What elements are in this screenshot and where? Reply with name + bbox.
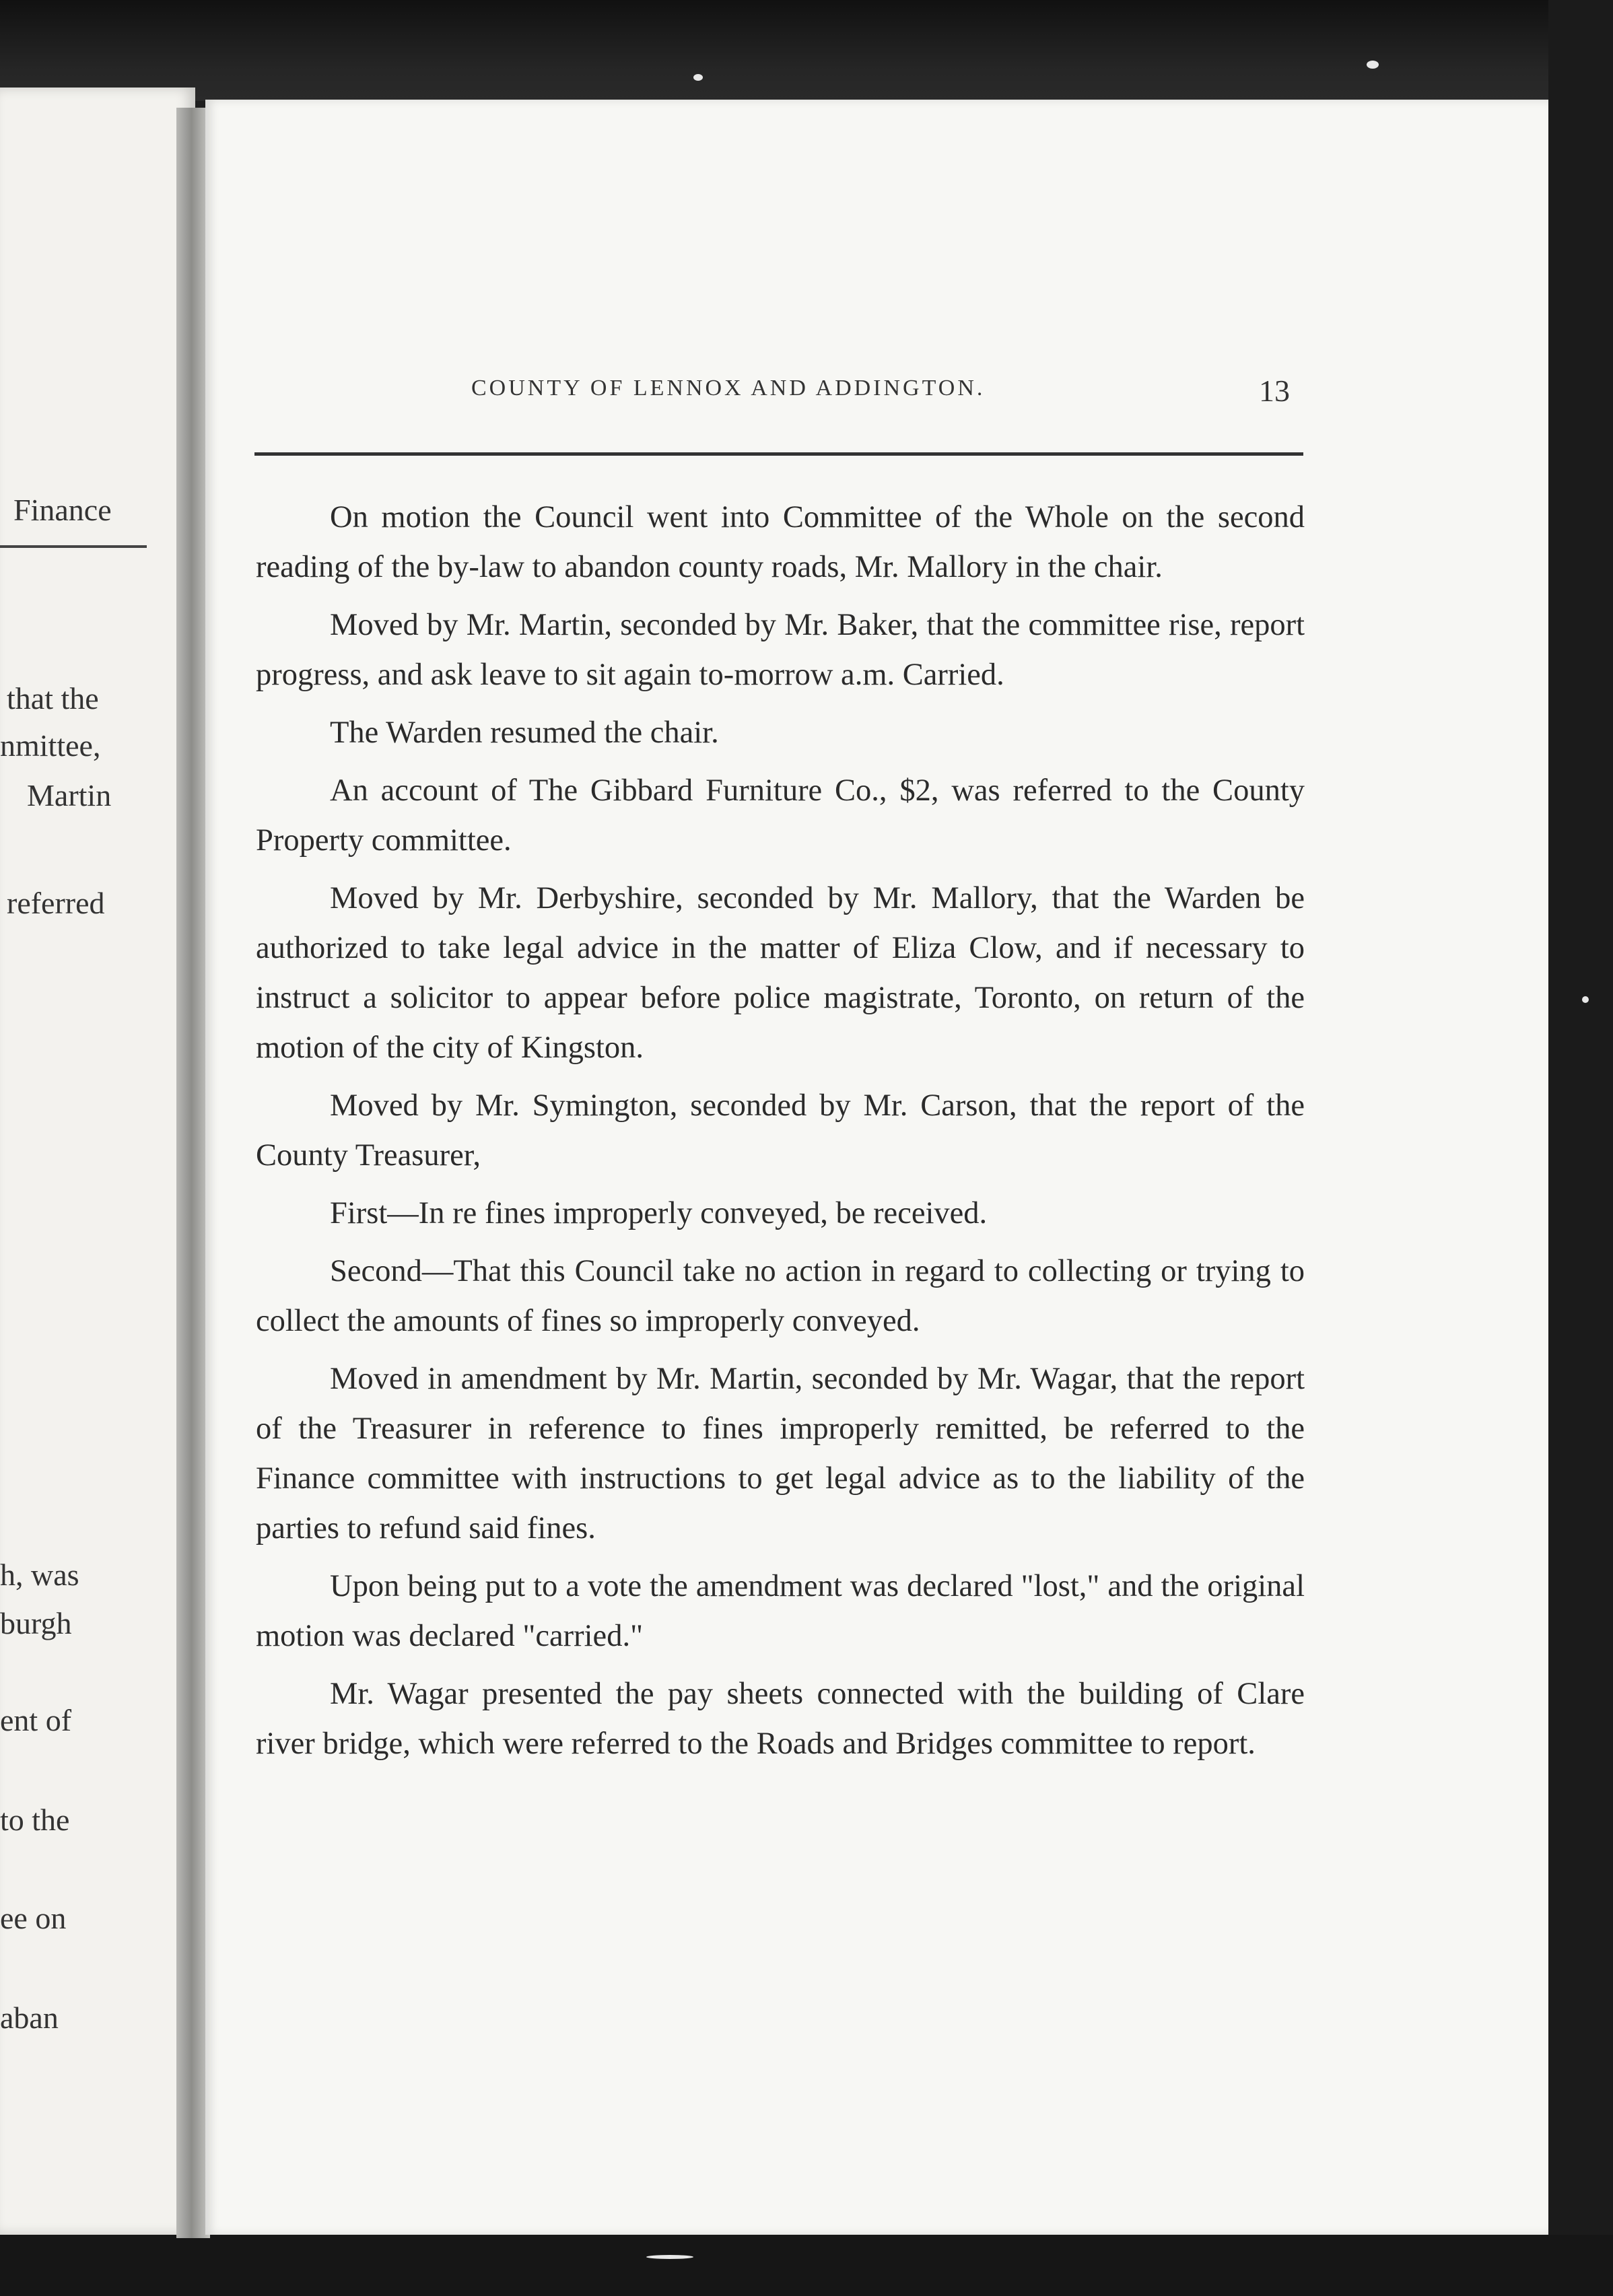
scan-background-right — [1548, 0, 1613, 2296]
header-rule — [254, 452, 1303, 456]
left-page — [0, 88, 195, 2235]
running-header: COUNTY OF LENNOX AND ADDINGTON. — [471, 376, 986, 401]
left-fragment: h, was — [0, 1558, 79, 1592]
scan-background-top — [0, 0, 1613, 101]
paragraph: The Warden resumed the chair. — [330, 716, 719, 750]
paragraph: Moved by Mr. Martin, seconded by Mr. Baker, that the committee rise, report progress, and ask leave to sit again to-morrow a.m. Carried. — [256, 608, 1305, 692]
dust-speck — [1367, 61, 1379, 69]
left-fragment: Martin — [27, 778, 112, 812]
paragraph: An account of The Gibbard Furniture Co., $2, was referred to the County Property committee. — [256, 773, 1305, 858]
paragraph: Moved in amendment by Mr. Martin, seconded by Mr. Wagar, that the report of the Treasurer in reference to fines improperly remitted, be referred to the Finance committee with instructions to get legal advice as to the liability of the parties to refund said fines. — [256, 1362, 1305, 1545]
left-fragment: Finance — [13, 493, 112, 527]
left-fragment: aban — [0, 2001, 59, 2035]
dust-speck — [646, 2255, 693, 2259]
left-fragment: referred — [7, 886, 105, 920]
left-fragment: to the — [0, 1803, 70, 1837]
paragraph: Moved by Mr. Symington, seconded by Mr. Carson, that the report of the County Treasurer, — [256, 1088, 1305, 1173]
paragraph: Moved by Mr. Derbyshire, seconded by Mr. Mallory, that the Warden be authorized to take legal advice in the matter of Eliza Clow, and if necessary to instruct a solicitor to appear before police magistrate, Toronto, on return of the motion of the city of Kingston. — [256, 881, 1305, 1065]
paragraph: Upon being put to a vote the amendment was declared "lost," and the original motion was declared "carried." — [256, 1569, 1305, 1653]
paragraph: Second—That this Council take no action in regard to collecting or trying to collect the amounts of fines so improperly conveyed. — [256, 1254, 1305, 1338]
left-fragment: burgh — [0, 1606, 72, 1640]
page-number: 13 — [1259, 374, 1290, 408]
left-fragment: ee on — [0, 1901, 67, 1935]
body-text — [256, 493, 1305, 1777]
paragraph: Mr. Wagar presented the pay sheets connected with the building of Clare river bridge, which were referred to the Roads and Bridges committee to report. — [256, 1677, 1305, 1761]
left-page-rule — [0, 545, 147, 548]
dust-speck — [693, 74, 703, 81]
left-fragment: nmittee, — [0, 728, 101, 763]
scan-background-bottom — [0, 2235, 1613, 2296]
left-fragment: that the — [7, 681, 99, 716]
dust-speck — [1582, 996, 1589, 1003]
paragraph: On motion the Council went into Committee of the Whole on the second reading of the by-law to abandon county roads, Mr. Mallory in the chair. — [256, 500, 1305, 584]
left-fragment: ent of — [0, 1703, 72, 1737]
paragraph: First—In re fines improperly conveyed, be received. — [330, 1196, 988, 1230]
